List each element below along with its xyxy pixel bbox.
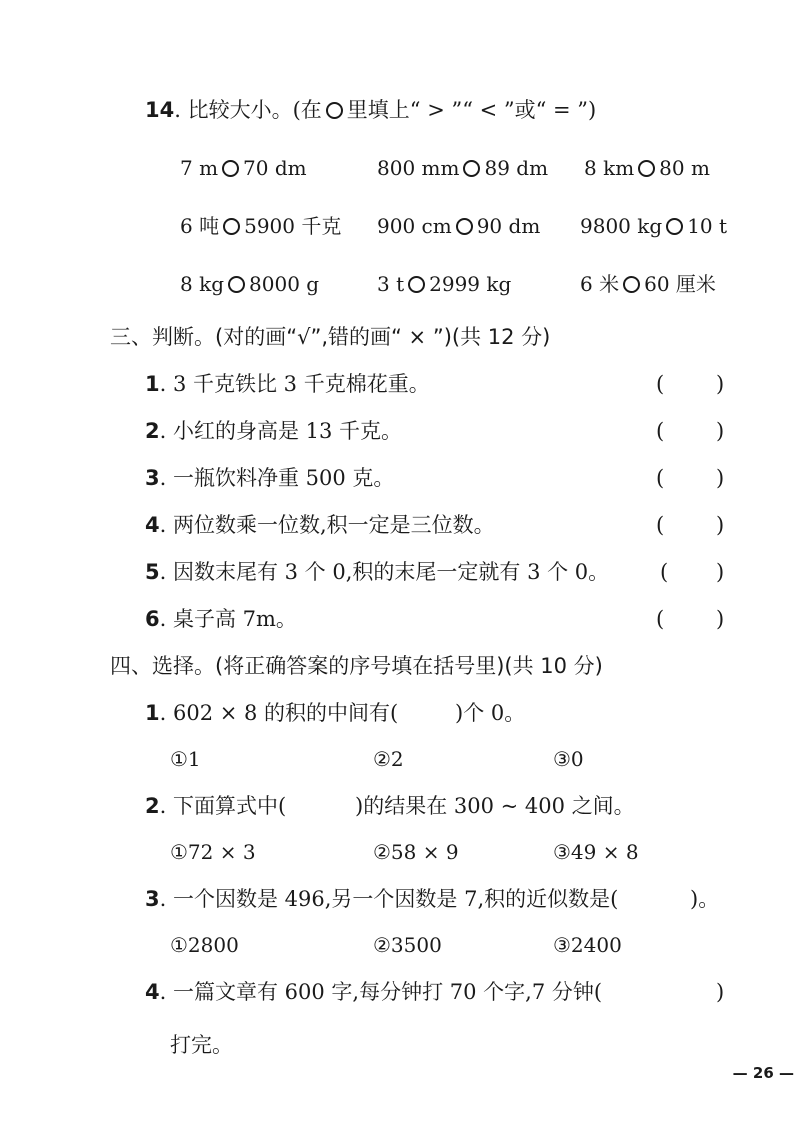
compare-item-5: 900 cm 90 dm [377, 214, 541, 238]
answer-paren-close: ) [716, 607, 725, 631]
compare-item-9: 6 米 60 厘米 [580, 272, 716, 296]
choice-q1-tail: )个 0。 [455, 701, 526, 725]
compare-circle-icon[interactable] [666, 218, 683, 235]
choice-q2-option-1[interactable]: ①72 × 3 [170, 840, 256, 864]
compare-circle-icon [326, 102, 343, 119]
choice-q4-tail: ) [716, 980, 725, 1004]
judge-item-6: 6. 桌子高 7m。 [145, 607, 297, 631]
choice-q2-option-2[interactable]: ②58 × 9 [373, 840, 459, 864]
judge-item-3: 3. 一瓶饮料净重 500 克。 [145, 466, 395, 490]
answer-paren-open[interactable]: ( [656, 607, 665, 631]
compare-circle-icon[interactable] [408, 276, 425, 293]
compare-circle-icon[interactable] [228, 276, 245, 293]
answer-paren-open[interactable]: ( [660, 560, 669, 584]
compare-circle-icon[interactable] [463, 160, 480, 177]
answer-paren-open[interactable]: ( [656, 419, 665, 443]
answer-paren-close: ) [716, 419, 725, 443]
q14-text: . 比较大小。(在 [174, 98, 322, 122]
choice-q1-option-2[interactable]: ②2 [373, 747, 404, 771]
q14-number: 14 [145, 98, 175, 122]
choice-q3: 3. 一个因数是 496,另一个因数是 7,积的近似数是( [145, 887, 619, 911]
q14-heading [145, 95, 596, 125]
judge-item-4: 4. 两位数乘一位数,积一定是三位数。 [145, 513, 495, 537]
compare-circle-icon[interactable] [456, 218, 473, 235]
choice-q3-tail: )。 [690, 887, 720, 911]
answer-paren-close: ) [716, 513, 725, 537]
answer-paren-close: ) [716, 372, 725, 396]
compare-item-4: 6 吨 5900 千克 [180, 214, 342, 238]
compare-circle-icon[interactable] [638, 160, 655, 177]
choice-q3-option-3[interactable]: ③2400 [553, 933, 622, 957]
page-number: — 26 — [732, 1064, 794, 1082]
compare-circle-icon[interactable] [223, 218, 240, 235]
answer-paren-open[interactable]: ( [656, 513, 665, 537]
judge-item-5: 5. 因数末尾有 3 个 0,积的末尾一定就有 3 个 0。 [145, 560, 610, 584]
compare-item-8: 3 t 2999 kg [377, 272, 512, 296]
choice-q4-line2: 打完。 [170, 1033, 233, 1057]
choice-q1-option-3[interactable]: ③0 [553, 747, 584, 771]
compare-item-7: 8 kg 8000 g [180, 272, 320, 296]
compare-circle-icon[interactable] [623, 276, 640, 293]
answer-paren-close: ) [716, 466, 725, 490]
choice-q1-option-1[interactable]: ①1 [170, 747, 201, 771]
answer-paren-open[interactable]: ( [656, 466, 665, 490]
choice-q3-option-2[interactable]: ②3500 [373, 933, 442, 957]
q14-text2: 里填上“ > ”“ < ”或“ = ”) [346, 98, 597, 122]
compare-circle-icon[interactable] [222, 160, 239, 177]
choice-q2-option-3[interactable]: ③49 × 8 [553, 840, 639, 864]
judge-item-2: 2. 小红的身高是 13 千克。 [145, 419, 403, 443]
choice-q2-tail: )的结果在 300 ~ 400 之间。 [355, 794, 635, 818]
judge-item-1: 1. 3 千克铁比 3 千克棉花重。 [145, 372, 430, 396]
section4-title: 四、选择。(将正确答案的序号填在括号里)(共 10 分) [110, 654, 603, 678]
compare-item-3: 8 km 80 m [584, 156, 710, 180]
compare-item-6: 9800 kg 10 t [580, 214, 728, 238]
section3-title: 三、判断。(对的画“√”,错的画“ × ”)(共 12 分) [110, 325, 551, 349]
choice-q4: 4. 一篇文章有 600 字,每分钟打 70 个字,7 分钟( [145, 980, 603, 1004]
choice-q1: 1. 602 × 8 的积的中间有( [145, 701, 399, 725]
answer-paren-close: ) [716, 560, 725, 584]
answer-paren-open[interactable]: ( [656, 372, 665, 396]
choice-q3-option-1[interactable]: ①2800 [170, 933, 239, 957]
compare-item-1: 7 m 70 dm [180, 156, 307, 180]
compare-item-2: 800 mm 89 dm [377, 156, 549, 180]
choice-q2: 2. 下面算式中( [145, 794, 287, 818]
